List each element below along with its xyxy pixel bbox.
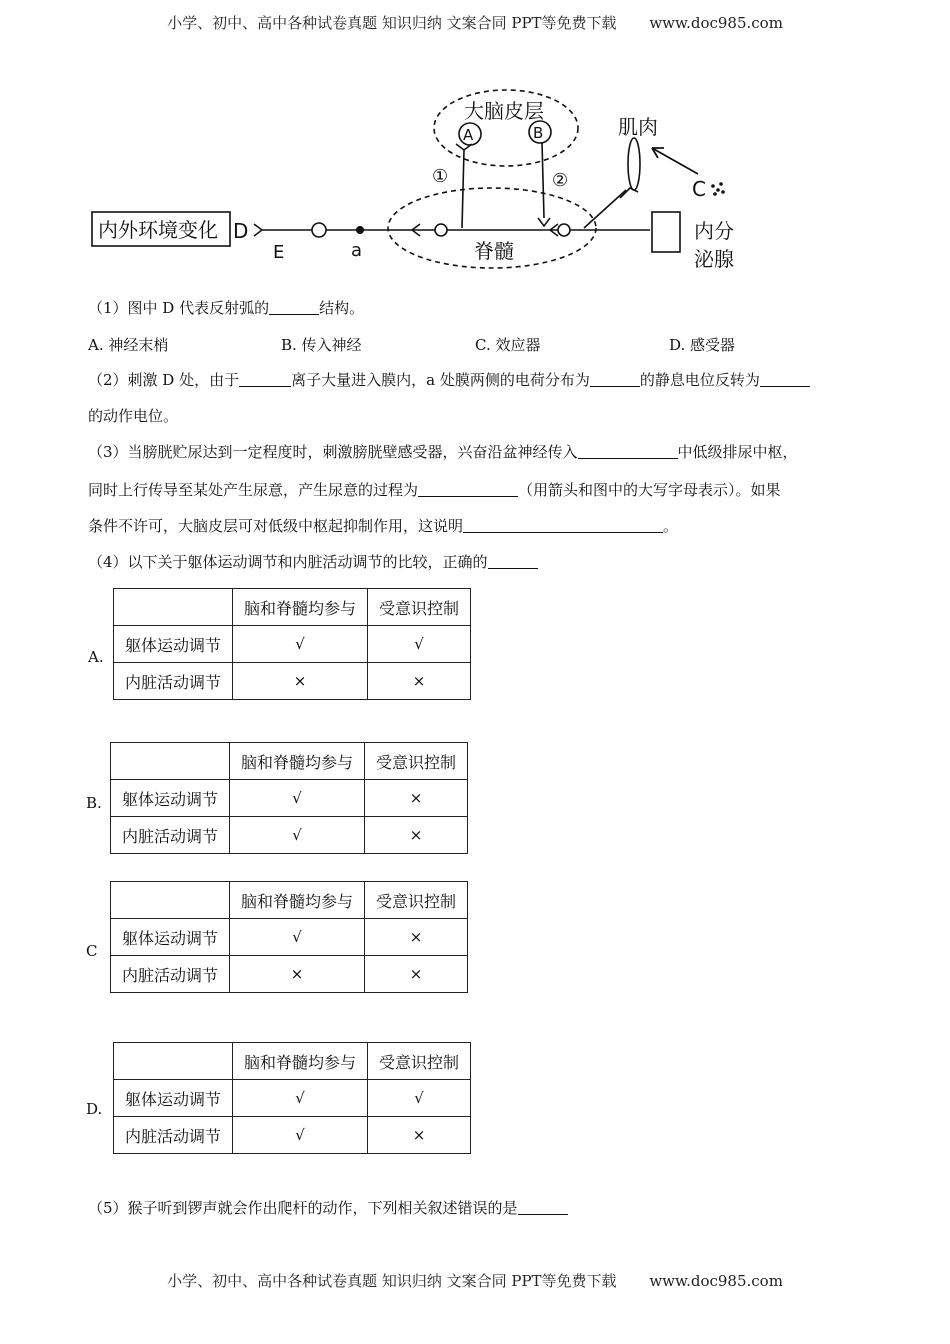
q3-text-c: 同时上行传导至某处产生尿意，产生尿意的过程为 — [88, 481, 419, 499]
table-row — [111, 743, 468, 780]
point-a — [356, 226, 364, 234]
table-row-label: 躯体运动调节 — [111, 780, 230, 817]
q5-blank[interactable] — [518, 1198, 568, 1215]
neuron-a-label: A — [463, 126, 474, 144]
neuron-b-label: B — [533, 124, 544, 142]
q2-text-c: 的静息电位反转为 — [639, 371, 760, 389]
table-row — [114, 1043, 471, 1080]
table-row-label: 躯体运动调节 — [111, 919, 230, 956]
q1-text-pre: （1）图中 D 代表反射弧的 — [88, 299, 270, 317]
cross-mark: × — [233, 663, 368, 700]
cross-mark: × — [230, 956, 365, 993]
table-cell — [114, 1043, 233, 1080]
table-b-label[interactable]: B. — [86, 794, 102, 812]
table-a-label[interactable]: A. — [88, 648, 104, 666]
table-row — [111, 956, 468, 993]
q3-text-d: （用箭头和图中的大写字母表示）。如果 — [518, 481, 781, 499]
q2-line-1 — [88, 370, 810, 390]
q3-line-2 — [88, 480, 781, 500]
a-label: a — [351, 240, 363, 261]
table-row — [111, 882, 468, 919]
q1-blank[interactable] — [269, 298, 319, 315]
table-d — [113, 1042, 471, 1154]
table-header-cell: 受意识控制 — [368, 589, 471, 626]
interneuron-2 — [558, 224, 570, 236]
muscle-label: 肌肉 — [618, 115, 658, 139]
table-row — [114, 626, 471, 663]
q1-option-a[interactable]: A. 神经末梢 — [88, 336, 169, 354]
env-label: 内外环境变化 — [98, 218, 218, 242]
q3-text-b: 中低级排尿中枢， — [677, 443, 798, 461]
check-mark: √ — [368, 626, 471, 663]
table-row — [111, 817, 468, 854]
spine-label: 脊髓 — [474, 239, 514, 263]
cross-mark: × — [365, 780, 468, 817]
q2-blank-2[interactable] — [590, 370, 640, 387]
table-row — [114, 1080, 471, 1117]
table-row — [111, 780, 468, 817]
cortex-label: 大脑皮层 — [464, 99, 544, 123]
table-row — [114, 1117, 471, 1154]
q4-blank[interactable] — [488, 552, 538, 569]
table-b — [110, 742, 468, 854]
table-c — [110, 881, 468, 993]
gland-box — [652, 212, 680, 252]
q2-text-a: （2）刺激 D 处，由于 — [88, 371, 240, 389]
q2-line-2: 的动作电位。 — [88, 407, 179, 425]
interneuron-1 — [435, 224, 447, 236]
table-row-label: 躯体运动调节 — [114, 626, 233, 663]
q5-stem — [88, 1198, 568, 1218]
table-cell — [111, 743, 230, 780]
table-header-cell: 脑和脊髓均参与 — [233, 1043, 368, 1080]
table-row — [114, 589, 471, 626]
page-header — [0, 12, 950, 33]
cross-mark: × — [365, 956, 468, 993]
q3-blank-2[interactable] — [418, 480, 518, 497]
q1-option-b[interactable]: B. 传入神经 — [281, 336, 362, 354]
ganglion-circle — [312, 223, 326, 237]
check-mark: √ — [233, 1117, 368, 1154]
q3-line-3 — [88, 516, 678, 536]
check-mark: √ — [233, 1080, 368, 1117]
cross-mark: × — [365, 817, 468, 854]
e-label: E — [273, 242, 285, 263]
q3-text-f: 。 — [663, 517, 679, 535]
q1-text-post: 结构。 — [319, 299, 365, 317]
hormone-arrow — [652, 148, 698, 174]
q4-text: （4）以下关于躯体运动调节和内脏活动调节的比较，正确的 — [88, 553, 488, 571]
cross-mark: × — [365, 919, 468, 956]
q3-blank-1[interactable] — [578, 442, 678, 459]
check-mark: √ — [230, 919, 365, 956]
check-mark: √ — [368, 1080, 471, 1117]
table-row-label: 躯体运动调节 — [114, 1080, 233, 1117]
q4-stem — [88, 552, 538, 572]
gland-label-2: 泌腺 — [694, 247, 734, 271]
q3-line-1 — [88, 442, 798, 462]
check-mark: √ — [233, 626, 368, 663]
table-row — [114, 663, 471, 700]
table-cell — [111, 882, 230, 919]
q1-option-c[interactable]: C. 效应器 — [475, 336, 541, 354]
gland-label-1: 内分 — [694, 219, 734, 243]
q3-blank-3[interactable] — [463, 516, 663, 533]
table-header-cell: 脑和脊髓均参与 — [230, 743, 365, 780]
d-label: D — [233, 219, 249, 243]
table-row-label: 内脏活动调节 — [111, 956, 230, 993]
label-2: ② — [552, 170, 569, 191]
q2-blank-1[interactable] — [239, 370, 291, 387]
branch-to-muscle — [584, 190, 626, 228]
label-1: ① — [432, 166, 449, 187]
page-footer — [0, 1270, 950, 1291]
table-header-cell: 受意识控制 — [368, 1043, 471, 1080]
table-header-cell: 脑和脊髓均参与 — [233, 589, 368, 626]
table-d-label[interactable]: D. — [86, 1100, 103, 1118]
q3-text-e: 条件不许可，大脑皮层可对低级中枢起抑制作用，这说明 — [88, 517, 464, 535]
table-row — [111, 919, 468, 956]
check-mark: √ — [230, 817, 365, 854]
table-header-cell: 受意识控制 — [365, 743, 468, 780]
table-row-label: 内脏活动调节 — [114, 663, 233, 700]
table-row-label: 内脏活动调节 — [114, 1117, 233, 1154]
reflex-arc-diagram — [86, 86, 766, 286]
table-header-cell: 受意识控制 — [365, 882, 468, 919]
q5-text: （5）猴子听到锣声就会作出爬杆的动作，下列相关叙述错误的是 — [88, 1199, 518, 1217]
check-mark: √ — [230, 780, 365, 817]
fibre-2 — [542, 142, 544, 218]
footer-text: 小学、初中、高中各种试卷真题 知识归纳 文案合同 PPT等免费下载 — [167, 1272, 617, 1290]
footer-site[interactable]: www.doc985.com — [649, 1272, 783, 1290]
q2-blank-3[interactable] — [760, 370, 810, 387]
table-a — [113, 588, 471, 700]
cross-mark: × — [368, 1117, 471, 1154]
muscle-shape — [628, 138, 640, 190]
q2-text-b: 离子大量进入膜内，a 处膜两侧的电荷分布为 — [291, 371, 590, 389]
table-cell — [114, 589, 233, 626]
cross-mark: × — [368, 663, 471, 700]
c-label: C — [692, 177, 706, 201]
q1-option-d[interactable]: D. 感受器 — [669, 336, 736, 354]
table-c-label[interactable]: C — [86, 942, 98, 960]
header-site[interactable]: www.doc985.com — [649, 14, 783, 32]
table-header-cell: 脑和脊髓均参与 — [230, 882, 365, 919]
header-text: 小学、初中、高中各种试卷真题 知识归纳 文案合同 PPT等免费下载 — [167, 14, 617, 32]
table-row-label: 内脏活动调节 — [111, 817, 230, 854]
q3-text-a: （3）当膀胱贮尿达到一定程度时，刺激膀胱壁感受器，兴奋沿盆神经传入 — [88, 443, 578, 461]
q1-stem — [88, 298, 364, 318]
